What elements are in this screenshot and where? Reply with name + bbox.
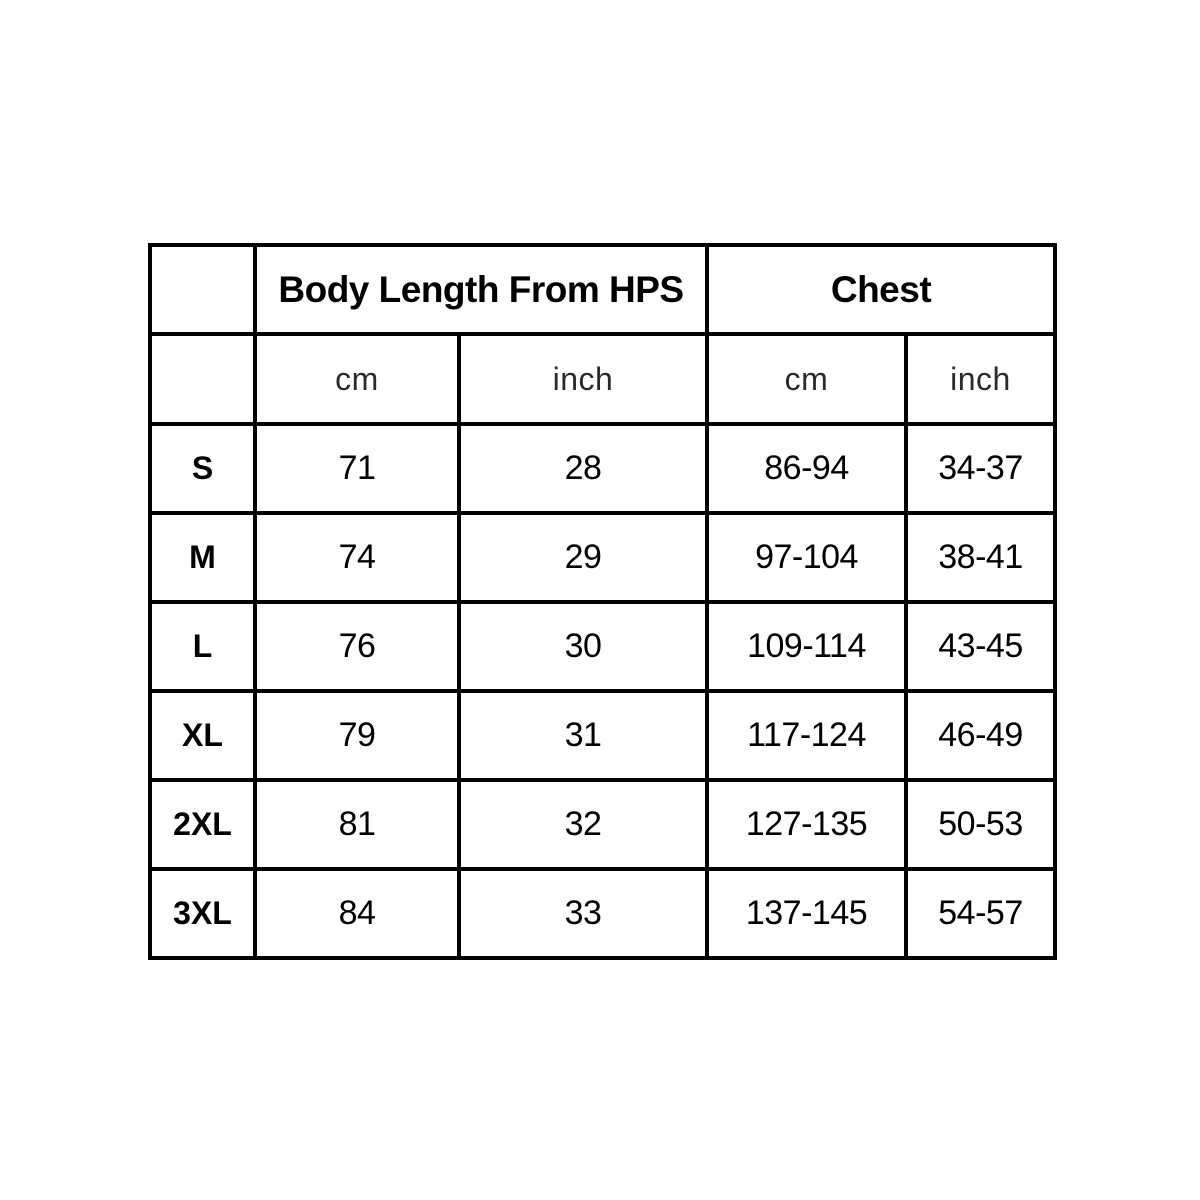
cell-body-cm: 84 [255, 869, 459, 958]
unit-header-row [150, 334, 1055, 424]
size-label: M [150, 513, 255, 602]
size-label: S [150, 424, 255, 513]
cell-body-inch: 29 [459, 513, 707, 602]
cell-chest-inch: 46-49 [906, 691, 1055, 780]
column-group-chest: Chest [707, 245, 1055, 334]
cell-chest-inch: 54-57 [906, 869, 1055, 958]
cell-chest-cm: 109-114 [707, 602, 906, 691]
cell-chest-cm: 86-94 [707, 424, 906, 513]
corner-spacer [150, 334, 255, 424]
cell-chest-cm: 137-145 [707, 869, 906, 958]
size-chart-table [148, 243, 1057, 960]
unit-header-body-inch: inch [459, 334, 707, 424]
table-row-s [150, 424, 1055, 513]
table-row-3xl [150, 869, 1055, 958]
unit-header-body-cm: cm [255, 334, 459, 424]
corner-spacer [150, 245, 255, 334]
cell-body-cm: 79 [255, 691, 459, 780]
size-label: 3XL [150, 869, 255, 958]
cell-body-inch: 30 [459, 602, 707, 691]
column-group-body-length: Body Length From HPS [255, 245, 707, 334]
cell-body-cm: 81 [255, 780, 459, 869]
table-row-m [150, 513, 1055, 602]
table-row-l [150, 602, 1055, 691]
cell-body-cm: 74 [255, 513, 459, 602]
cell-body-inch: 31 [459, 691, 707, 780]
size-label: L [150, 602, 255, 691]
table-row-xl [150, 691, 1055, 780]
cell-body-inch: 32 [459, 780, 707, 869]
group-header-row [150, 245, 1055, 334]
size-label: XL [150, 691, 255, 780]
cell-body-inch: 33 [459, 869, 707, 958]
cell-body-cm: 76 [255, 602, 459, 691]
cell-chest-cm: 117-124 [707, 691, 906, 780]
cell-chest-inch: 50-53 [906, 780, 1055, 869]
cell-chest-inch: 34-37 [906, 424, 1055, 513]
cell-chest-inch: 43-45 [906, 602, 1055, 691]
unit-header-chest-cm: cm [707, 334, 906, 424]
unit-header-chest-inch: inch [906, 334, 1055, 424]
cell-chest-inch: 38-41 [906, 513, 1055, 602]
cell-body-inch: 28 [459, 424, 707, 513]
cell-body-cm: 71 [255, 424, 459, 513]
size-label: 2XL [150, 780, 255, 869]
cell-chest-cm: 127-135 [707, 780, 906, 869]
table-row-2xl [150, 780, 1055, 869]
cell-chest-cm: 97-104 [707, 513, 906, 602]
